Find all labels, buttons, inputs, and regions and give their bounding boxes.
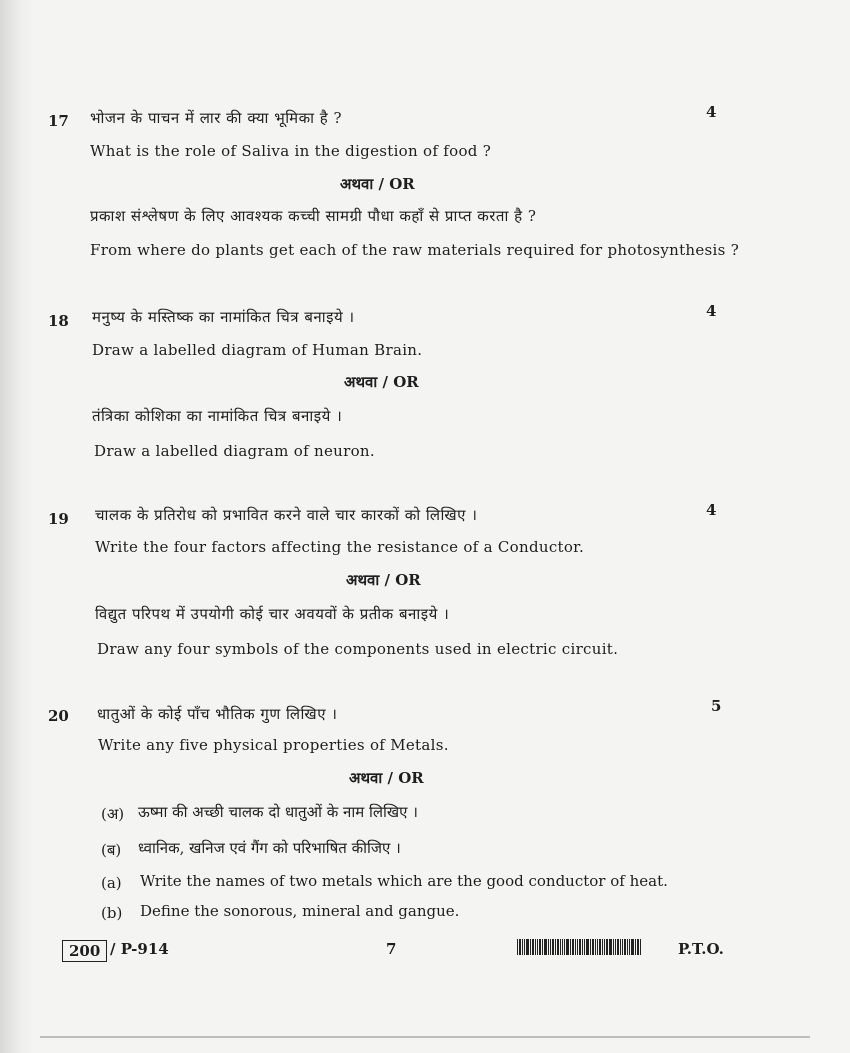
barcode-bar [590, 939, 591, 955]
barcode-bar [595, 939, 596, 955]
barcode-bar [544, 939, 547, 955]
barcode-bar [562, 939, 563, 955]
pto-label: P.T.O. [678, 940, 724, 958]
barcode-bar [566, 939, 569, 955]
barcode-bar [542, 939, 543, 955]
barcode-bar [620, 939, 621, 955]
sub-item-label: (ब) [101, 841, 122, 859]
barcode-bar [577, 939, 578, 955]
question-number: 20 [48, 707, 69, 725]
sub-item-label: (अ) [101, 805, 125, 823]
or-separator: अथवा / OR [346, 571, 421, 589]
barcode-bar [522, 939, 523, 955]
alt-question-text-english: From where do plants get each of the raw materials required for photosynthesis ? [90, 241, 740, 259]
barcode-bar [635, 939, 636, 955]
question-text-hindi: धातुओं के कोई पाँच भौतिक गुण लिखिए । [97, 705, 338, 723]
barcode-bar [617, 939, 619, 955]
alt-question-text-english: Draw any four symbols of the components used in electric circuit. [97, 640, 619, 658]
barcode-bar [599, 939, 601, 955]
barcode-bar [532, 939, 534, 955]
paper-code: / P-914 [110, 940, 169, 958]
alt-question-text-hindi: तंत्रिका कोशिका का नामांकित चित्र बनाइये । [92, 407, 343, 425]
sub-item-label: (b) [101, 904, 123, 922]
question-text-hindi: चालक के प्रतिरोध को प्रभावित करने वाले चार कारकों को लिखिए । [95, 506, 478, 524]
question-text-english: Write any five physical properties of Metals. [98, 736, 449, 754]
barcode-bar [592, 939, 594, 955]
question-marks: 4 [706, 501, 717, 519]
barcode-bar [604, 939, 605, 955]
barcode-bar [640, 939, 641, 955]
page-number: 7 [386, 940, 397, 958]
alt-question-text-hindi: प्रकाश संश्लेषण के लिए आवश्यक कच्ची सामग्री पौधा कहाँ से प्राप्त करता है ? [90, 207, 537, 225]
barcode-bar [637, 939, 639, 955]
sub-item-text: Define the sonorous, mineral and gangue. [140, 902, 460, 920]
scan-edge-bottom [40, 1036, 810, 1038]
barcode-bar [560, 939, 561, 955]
barcode-bar [627, 939, 628, 955]
sub-item-text: ध्वानिक, खनिज एवं गैंग को परिभाषित कीजिए । [138, 839, 401, 857]
question-number: 17 [48, 112, 69, 130]
alt-question-text-hindi: विद्युत परिपथ में उपयोगी कोई चार अवयवों के प्रतीक बनाइये । [95, 605, 450, 623]
sub-item-text: ऊष्मा की अच्छी चालक दो धातुओं के नाम लिखिए । [138, 803, 418, 821]
barcode-bar [539, 939, 541, 955]
barcode-bar [613, 939, 614, 955]
barcode-bar [624, 939, 626, 955]
barcode-bar [615, 939, 616, 955]
barcode [517, 939, 663, 955]
question-number: 19 [48, 510, 69, 528]
alt-question-text-english: Draw a labelled diagram of neuron. [94, 442, 375, 460]
sub-item-text: Write the names of two metals which are the good conductor of heat. [140, 872, 668, 890]
scan-edge-left [0, 0, 34, 1053]
barcode-bar [597, 939, 598, 955]
barcode-bar [526, 939, 529, 955]
barcode-bar [572, 939, 574, 955]
barcode-bar [552, 939, 554, 955]
or-separator: अथवा / OR [344, 373, 419, 391]
barcode-bar [586, 939, 589, 955]
barcode-bar [622, 939, 623, 955]
barcode-bar [584, 939, 585, 955]
or-separator: अथवा / OR [349, 769, 424, 787]
paper-code-box: 200 [62, 940, 107, 962]
barcode-bar [550, 939, 551, 955]
barcode-bar [606, 939, 608, 955]
barcode-bar [582, 939, 583, 955]
question-text-english: What is the role of Saliva in the digestion of food ? [90, 142, 492, 160]
barcode-bar [570, 939, 571, 955]
question-marks: 5 [711, 697, 722, 715]
question-marks: 4 [706, 302, 717, 320]
barcode-bar [548, 939, 549, 955]
question-text-hindi: भोजन के पाचन में लार की क्या भूमिका है ? [90, 109, 343, 127]
barcode-bar [530, 939, 531, 955]
sub-item-label: (a) [101, 874, 122, 892]
barcode-bar [524, 939, 525, 955]
barcode-bar [535, 939, 536, 955]
question-text-english: Write the four factors affecting the resistance of a Conductor. [95, 538, 585, 556]
question-marks: 4 [706, 103, 717, 121]
barcode-bar [564, 939, 565, 955]
question-text-english: Draw a labelled diagram of Human Brain. [92, 341, 423, 359]
barcode-bar [609, 939, 612, 955]
barcode-bar [575, 939, 576, 955]
barcode-bar [557, 939, 559, 955]
barcode-bar [629, 939, 630, 955]
question-number: 18 [48, 312, 69, 330]
barcode-bar [631, 939, 634, 955]
barcode-bar [519, 939, 521, 955]
barcode-bar [579, 939, 581, 955]
barcode-bar [517, 939, 518, 955]
barcode-bar [602, 939, 603, 955]
barcode-bar [537, 939, 538, 955]
question-text-hindi: मनुष्य के मस्तिष्क का नामांकित चित्र बनाइये । [92, 308, 355, 326]
or-separator: अथवा / OR [340, 175, 415, 193]
barcode-bar [555, 939, 556, 955]
